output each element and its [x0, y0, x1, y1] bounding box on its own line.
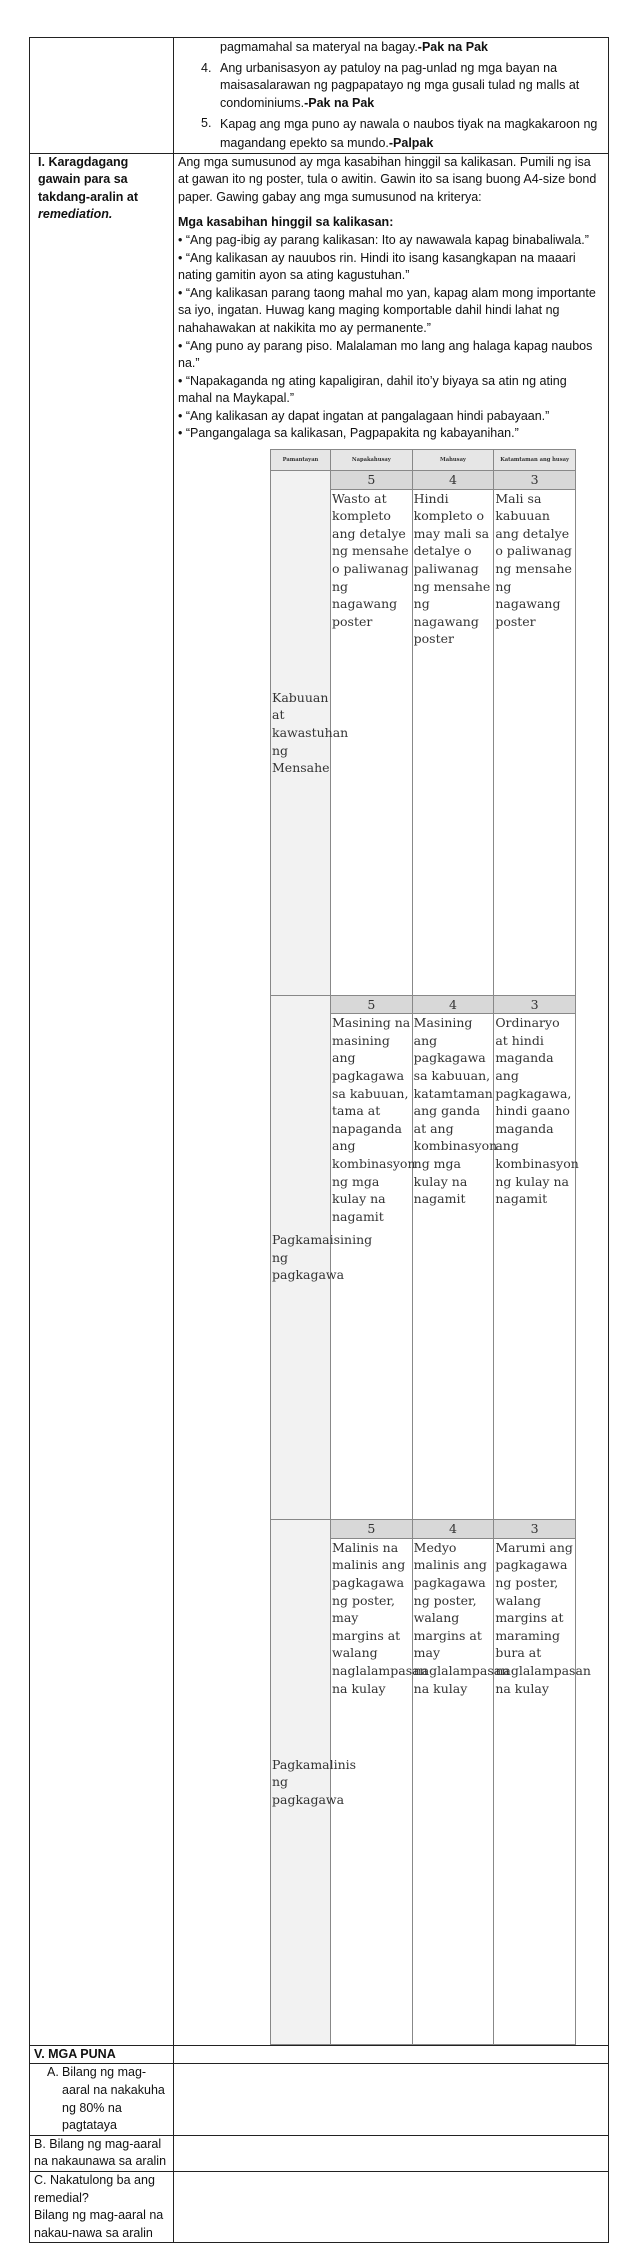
rubric-image: [270, 449, 591, 2045]
rubric-header: Katamtaman ang husay: [494, 450, 576, 471]
remark-a-answer: [174, 2064, 609, 2135]
rubric-score: 5: [331, 995, 413, 1014]
rubric-score: 4: [412, 1520, 494, 1539]
remark-c-count: Bilang ng mag-aaral na nakau-nawa sa aralin: [34, 2208, 164, 2240]
section-i-number: I.: [38, 154, 45, 169]
list-item: 5. Kapag ang mga puno ay nawala o naubos tiyak na magkakaroon ng magandang epekto sa mundo.-Palpak: [201, 116, 598, 150]
section-v-heading: V. MGA PUNA: [30, 2045, 174, 2064]
section-v-row: [30, 2045, 609, 2064]
rubric-header: Napakahusay: [331, 450, 413, 471]
saying-item: • “Ang pag-ibig ay parang kalikasan: Ito ay nawawala kapag binabaliwala.”: [178, 232, 589, 247]
remark-c-answer: [174, 2172, 609, 2243]
list-item: A. Bilang ng mag-aaral na nakakuha ng 80% na pagtataya: [47, 2065, 165, 2133]
rubric-cell: Malinis na malinis ang pagkagawa ng poster, may margins at walang naglalampasan na kulay: [331, 1538, 413, 2044]
saying-item: • “Pangangalaga sa kalikasan, Pagpapakita ng kabayanihan.”: [178, 426, 519, 441]
rubric-cell: Hindi kompleto o may mali sa detalye o paliwanag ng mensahe ng nagawang poster: [412, 489, 494, 995]
remark-a-list: [34, 2064, 169, 2134]
remark-b-answer: [174, 2135, 609, 2171]
rubric-score: 3: [494, 1520, 576, 1539]
rubric-header-row: [271, 450, 576, 471]
rubric-score-row: [271, 1520, 576, 1539]
rubric-score-row: [271, 471, 576, 490]
rubric-criterion: Pagkamaisining ng pagkagawa: [271, 995, 331, 1520]
continued-list-cell: [174, 38, 609, 154]
instructions-text: Ang mga sumusunod ay mga kasabihan hinggil sa kalikasan. Pumili ng isa at gawan ito ng poster, tula o awitin. Gawin ito sa isang buong A4-size bond paper. Gawing gabay ang mga sumusunod na kriterya:: [178, 154, 597, 204]
remark-c-label: [30, 2172, 174, 2243]
rubric-criterion: Kabuuan at kawastuhan ng Mensahe: [271, 471, 331, 996]
rubric-cell: Medyo malinis ang pagkagawa ng poster, walang margins at may naglalampasan na kulay: [412, 1538, 494, 2044]
rubric-cell: Mali sa kabuuan ang detalye o paliwanag ng mensahe ng nagawang poster: [494, 489, 576, 995]
list-number: A.: [47, 2065, 59, 2080]
rubric-score-row: [271, 995, 576, 1014]
list-number: 5.: [201, 116, 212, 131]
continued-row: [30, 38, 609, 154]
rubric-header: Mahusay: [412, 450, 494, 471]
saying-item: • “Ang puno ay parang piso. Malalaman mo lang ang halaga kapag naubos na.”: [178, 338, 593, 371]
empty-cell: [30, 38, 174, 154]
remark-b-row: [30, 2135, 609, 2171]
remark-b-label: B. Bilang ng mag-aaral na nakaunawa sa aralin: [30, 2135, 174, 2171]
remark-c-row: [30, 2172, 609, 2243]
remark-c-question: C. Nakatulong ba ang remedial?: [34, 2173, 155, 2205]
saying-item: • “Ang kalikasan parang taong mahal mo yan, kapag alam mong importante sa iyo, ingatan. Huwag kang maging komportable dahil hindi lahat ng nahahawakan at nakikita mo ay permanente.”: [178, 285, 596, 335]
remark-a-label: [30, 2064, 174, 2135]
rubric-score: 4: [412, 471, 494, 490]
list-item: 4. Ang urbanisasyon ay patuloy na pag-unlad ng mga bayan na maisasalarawan ng pagpapatayo ng mga gusali tulad ng malls at condominiums.-Pak na Pak: [201, 60, 580, 110]
rubric-header: Pamantayan: [271, 450, 331, 471]
section-i-row: [30, 153, 609, 2045]
lesson-plan-table: [29, 37, 609, 2243]
saying-item: • “Ang kalikasan ay dapat ingatan at pangalagaan hindi pabayaan.”: [178, 408, 550, 423]
rubric-score: 3: [494, 995, 576, 1014]
rubric-cell: Masining na masining ang pagkagawa sa kabuuan, tama at napaganda ang kombinasyon ng mga kulay na nagamit: [331, 1014, 413, 1520]
rubric-cell: Wasto at kompleto ang detalye ng mensahe o paliwanag ng nagawang poster: [331, 489, 413, 995]
sayings-title: Mga kasabihan hinggil sa kalikasan:: [178, 215, 394, 230]
rubric-cell: Masining ang pagkagawa sa kabuuan, katamtaman ang ganda at ang kombinasyon ng mga kulay na nagamit: [412, 1014, 494, 1520]
remark-a-row: [30, 2064, 609, 2135]
rubric-cell: Ordinaryo at hindi maganda ang pagkagawa, hindi gaano maganda ang kombinasyon ng kulay na nagamit: [494, 1014, 576, 1520]
rubric-score: 3: [494, 471, 576, 490]
rubric-score: 5: [331, 1520, 413, 1539]
section-i-title-italic: remediation.: [38, 207, 113, 222]
section-i-heading: [30, 153, 174, 2045]
empty-cell: [174, 2045, 609, 2064]
list-number: 4.: [201, 60, 212, 75]
rubric-table: [270, 449, 591, 2045]
list-item: pagmamahal sa materyal na bagay.-Pak na Pak: [220, 40, 488, 54]
rubric-criterion: Pagkamalinis ng pagkagawa: [271, 1520, 331, 2045]
rubric-score: 4: [412, 995, 494, 1014]
saying-item: • “Ang kalikasan ay nauubos rin. Hindi ito isang kasangkapan na maaari nating gamitin ayon sa ating kagustuhan.”: [178, 250, 576, 283]
rubric-cell: Marumi ang pagkagawa ng poster, walang margins at maraming bura at naglalampasan na kulay: [494, 1538, 576, 2044]
section-i-content: [174, 153, 609, 2045]
rubric-score: 5: [331, 471, 413, 490]
section-i-title: Karagdagang gawain para sa takdang-aralin at: [38, 154, 139, 204]
continued-list: [178, 39, 604, 153]
saying-item: • “Napakaganda ng ating kapaligiran, dahil ito’y biyaya sa atin ng ating mahal na Maykapal.”: [178, 373, 567, 406]
